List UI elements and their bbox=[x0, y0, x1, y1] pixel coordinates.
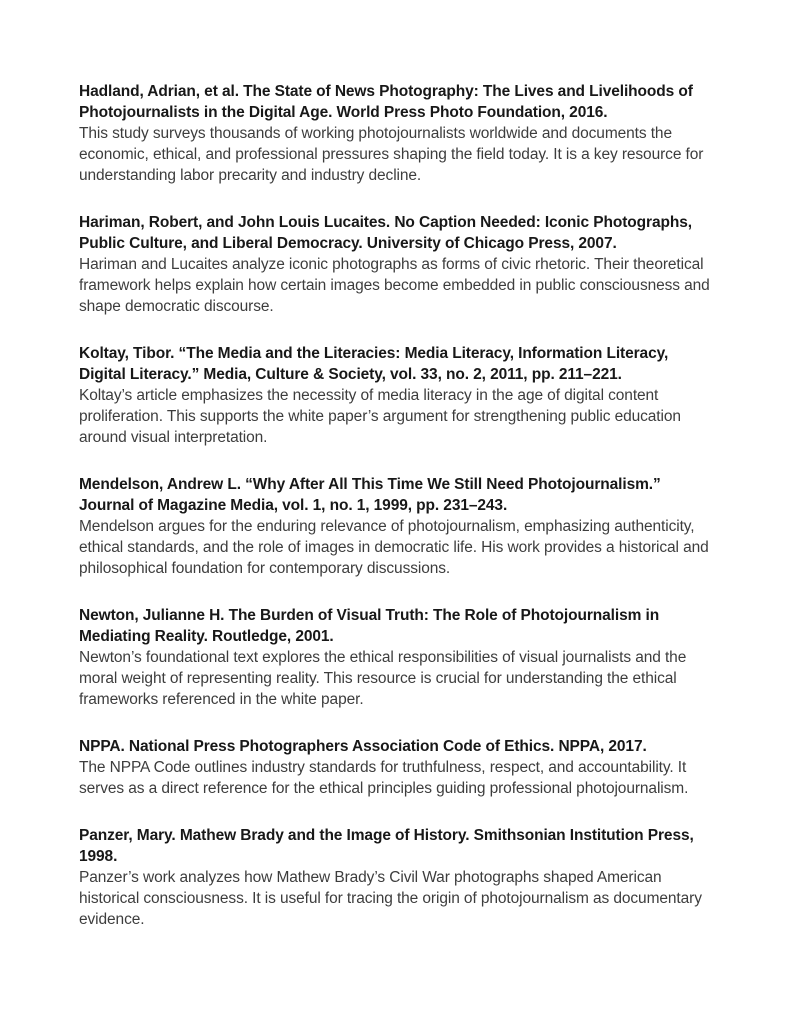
citation-text: Mendelson, Andrew L. “Why After All This Time We Still Need Photojournalism.” Journal of Magazine Media, vol. 1, no. 1, 1999, pp. 231–243. bbox=[79, 476, 661, 514]
annotation-text: The NPPA Code outlines industry standards for truthfulness, respect, and accountability. It serves as a direct reference for the ethical principles guiding professional photojournalism. bbox=[79, 759, 689, 797]
bibliography-entry bbox=[79, 343, 713, 448]
bibliography-entry bbox=[79, 605, 713, 710]
bibliography-entry bbox=[79, 474, 713, 579]
annotation-text: Mendelson argues for the enduring relevance of photojournalism, emphasizing authenticity, ethical standards, and the role of images in democratic life. His work provides a historical and philosophical foundation for contemporary discussions. bbox=[79, 518, 709, 577]
bibliography-entry bbox=[79, 212, 713, 317]
bibliography-entry bbox=[79, 81, 713, 186]
citation-text: Newton, Julianne H. The Burden of Visual Truth: The Role of Photojournalism in Mediating Reality. Routledge, 2001. bbox=[79, 607, 660, 645]
annotation-text: Koltay’s article emphasizes the necessity of media literacy in the age of digital content proliferation. This supports the white paper’s argument for strengthening public education around visual interpretation. bbox=[79, 387, 681, 446]
annotation-text: Newton’s foundational text explores the ethical responsibilities of visual journalists and the moral weight of representing reality. This resource is crucial for understanding the ethical frameworks referenced in the white paper. bbox=[79, 649, 687, 708]
citation-text: Koltay, Tibor. “The Media and the Literacies: Media Literacy, Information Literacy, Digital Literacy.” Media, Culture & Society, vol. 33, no. 2, 2011, pp. 211–221. bbox=[79, 345, 669, 383]
bibliography-entry bbox=[79, 825, 713, 930]
citation-text: Hariman, Robert, and John Louis Lucaites. No Caption Needed: Iconic Photographs, Public Culture, and Liberal Democracy. University of Chicago Press, 2007. bbox=[79, 214, 692, 252]
citation-text: Hadland, Adrian, et al. The State of News Photography: The Lives and Livelihoods of Photojournalists in the Digital Age. World Press Photo Foundation, 2016. bbox=[79, 83, 693, 121]
bibliography-entry bbox=[79, 736, 713, 799]
citation-text: NPPA. National Press Photographers Association Code of Ethics. NPPA, 2017. bbox=[79, 738, 647, 755]
annotation-text: Hariman and Lucaites analyze iconic photographs as forms of civic rhetoric. Their theoretical framework helps explain how certain images become embedded in public consciousness and shape democratic discourse. bbox=[79, 256, 710, 315]
annotation-text: This study surveys thousands of working photojournalists worldwide and documents the economic, ethical, and professional pressures shaping the field today. It is a key resource for understanding labor precarity and industry decline. bbox=[79, 125, 704, 184]
annotation-text: Panzer’s work analyzes how Mathew Brady’s Civil War photographs shaped American historical consciousness. It is useful for tracing the origin of photojournalism as documentary evidence. bbox=[79, 869, 702, 928]
citation-text: Panzer, Mary. Mathew Brady and the Image of History. Smithsonian Institution Press, 1998. bbox=[79, 827, 694, 865]
